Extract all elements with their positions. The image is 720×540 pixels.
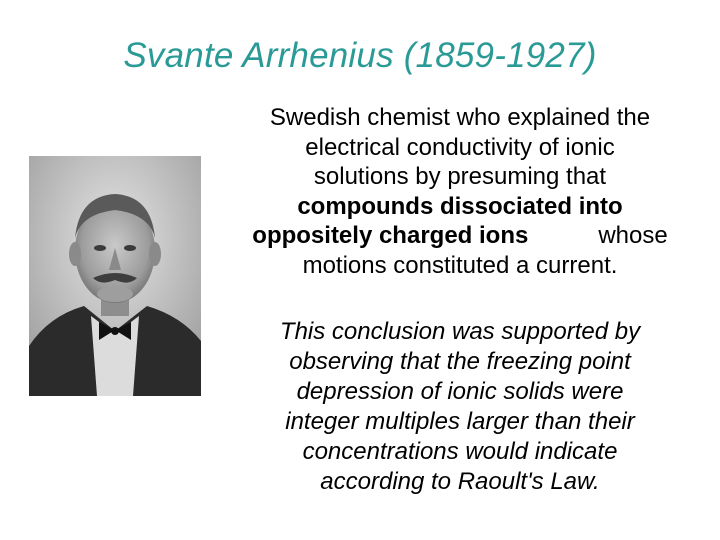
description-paragraph — [222, 103, 698, 280]
conclusion-line: This conclusion was supported by — [279, 318, 641, 345]
description-line: Swedish chemist who explained the — [269, 104, 651, 131]
portrait-photo — [29, 156, 201, 396]
description-line: electrical conductivity of ionic — [305, 133, 615, 161]
description-bold-text: oppositely charged ions — [252, 222, 529, 249]
conclusion-line: integer multiples larger than their — [285, 408, 635, 435]
description-line: motions constituted a current. — [302, 251, 618, 279]
conclusion-line: according to Raoult's Law. — [320, 468, 600, 495]
conclusion-line: observing that the freezing point — [289, 348, 631, 375]
slide-title: Svante Arrhenius (1859-1927) — [123, 36, 597, 75]
description-bold-text: compounds dissociated into — [297, 192, 623, 220]
description-text: whose — [598, 222, 668, 249]
description-line: solutions by presuming that — [313, 163, 607, 190]
conclusion-line: concentrations would indicate — [302, 438, 618, 465]
portrait-image — [29, 156, 201, 396]
conclusion-line: depression of ionic solids were — [296, 378, 624, 405]
conclusion-paragraph — [232, 317, 688, 497]
